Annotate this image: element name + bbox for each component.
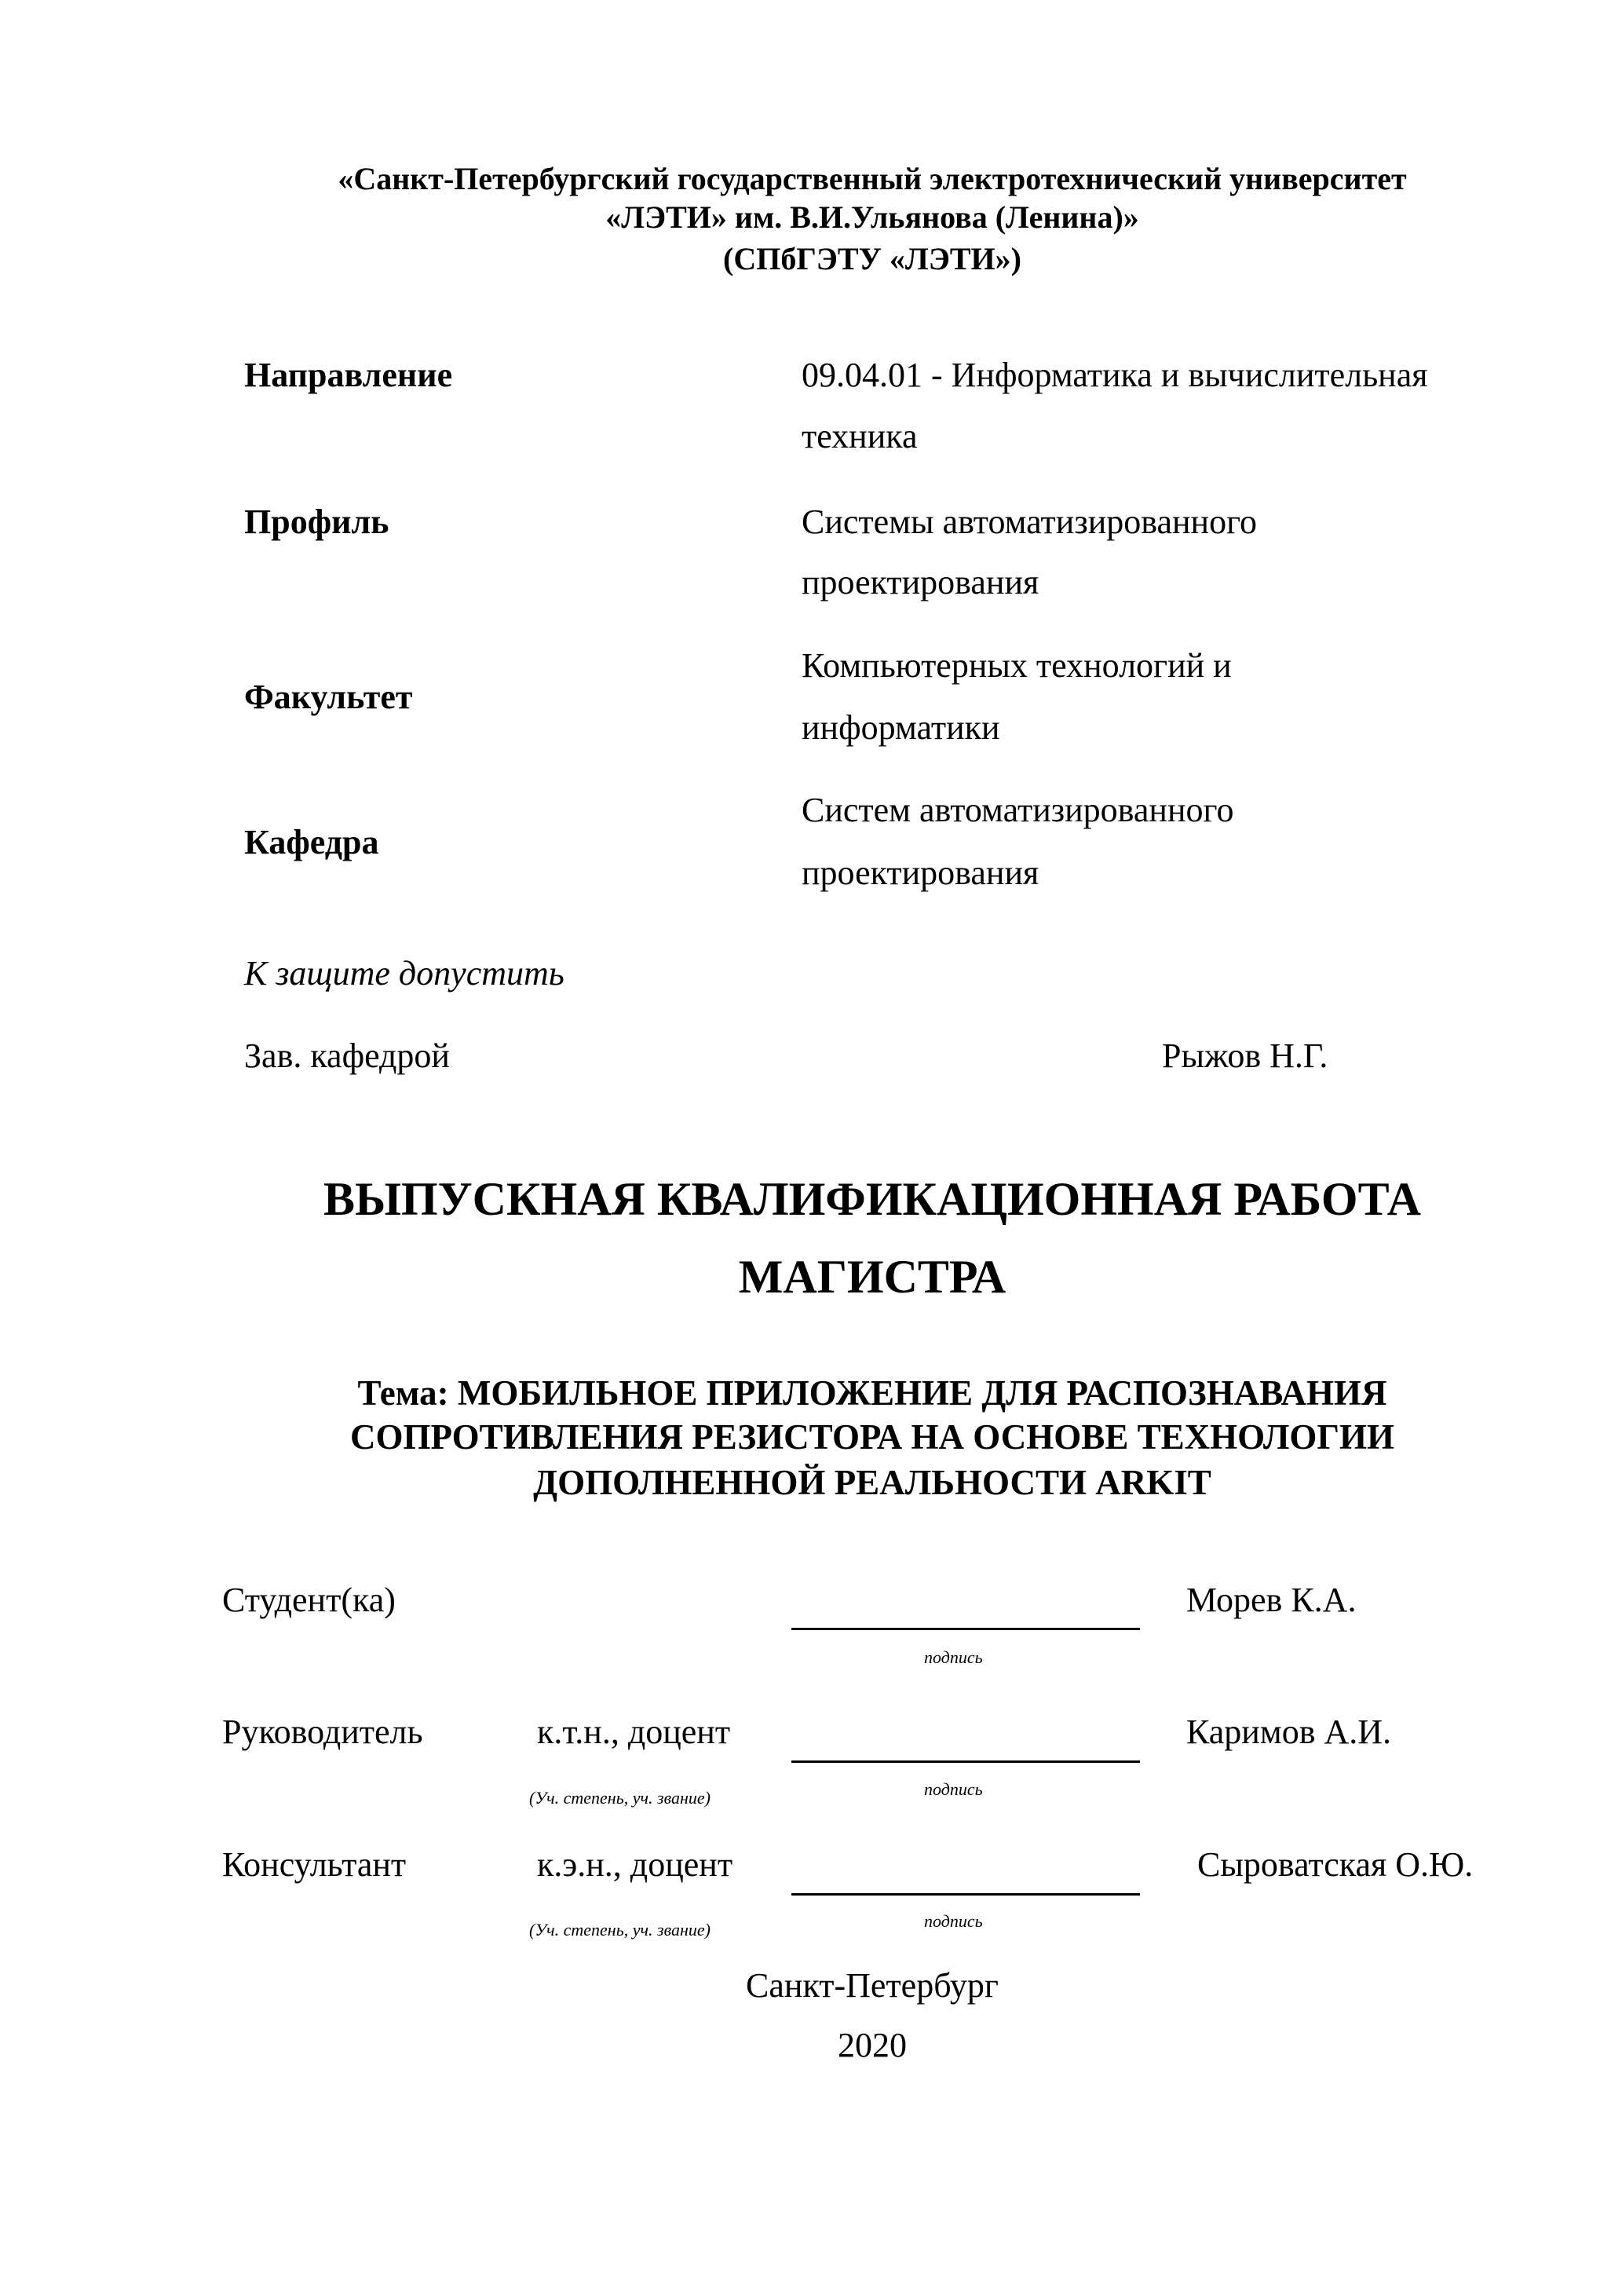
topic-line1: Тема: МОБИЛЬНОЕ ПРИЛОЖЕНИЕ ДЛЯ РАСПОЗНАВАНИЯ [357, 1373, 1387, 1413]
direction-value-line1: 09.04.01 - Информатика и вычислительная [802, 356, 1428, 394]
head-of-department-name: Рыжов Н.Г. [1162, 1036, 1328, 1075]
admission-note: К защите допустить [244, 954, 564, 993]
supervisor-degree: к.т.н., доцент [537, 1713, 731, 1751]
supervisor-signature-line [791, 1760, 1140, 1763]
consultant-role: Консультант [222, 1845, 407, 1884]
work-title-line1: ВЫПУСКНАЯ КВАЛИФИКАЦИОННАЯ РАБОТА [323, 1173, 1421, 1225]
university-name-line1: «Санкт-Петербургский государственный электротехнический университет [338, 161, 1407, 196]
consultant-signature-line [791, 1893, 1140, 1896]
profile-value-line2: проектирования [802, 563, 1039, 601]
student-role: Студент(ка) [222, 1581, 396, 1619]
faculty-label: Факультет [244, 678, 413, 716]
university-abbreviation: (СПбГЭТУ «ЛЭТИ») [723, 241, 1021, 276]
supervisor-role: Руководитель [222, 1713, 423, 1751]
student-signature-hint: подпись [924, 1647, 983, 1667]
consultant-signature-hint: подпись [924, 1911, 983, 1931]
consultant-degree-hint: (Уч. степень, уч. звание) [529, 1920, 711, 1940]
topic-line2: СОПРОТИВЛЕНИЯ РЕЗИСТОРА НА ОСНОВЕ ТЕХНОЛОГИИ [349, 1417, 1395, 1457]
supervisor-name: Каримов А.И. [1186, 1713, 1392, 1751]
profile-value-line1: Системы автоматизированного [802, 503, 1258, 541]
faculty-value-line1: Компьютерных технологий и [802, 646, 1232, 685]
direction-value-line2: техника [802, 417, 918, 455]
direction-label: Направление [244, 356, 453, 394]
department-value-line1: Систем автоматизированного [802, 791, 1234, 829]
consultant-name: Сыроватская О.Ю. [1197, 1845, 1474, 1884]
work-title-line2: МАГИСТРА [738, 1251, 1006, 1303]
profile-label: Профиль [244, 503, 389, 541]
topic-line3: ДОПОЛНЕННОЙ РЕАЛЬНОСТИ ARKIT [533, 1463, 1211, 1502]
student-name: Морев К.А. [1186, 1581, 1357, 1619]
supervisor-degree-hint: (Уч. степень, уч. звание) [529, 1788, 711, 1808]
supervisor-signature-hint: подпись [924, 1779, 983, 1799]
city: Санкт-Петербург [746, 1966, 999, 2005]
department-label: Кафедра [244, 823, 379, 861]
university-name-line2: «ЛЭТИ» им. В.И.Ульянова (Ленина)» [605, 199, 1139, 235]
department-value-line2: проектирования [802, 854, 1039, 892]
faculty-value-line2: информатики [802, 708, 1000, 747]
year: 2020 [838, 2026, 907, 2064]
head-of-department-label: Зав. кафедрой [244, 1036, 450, 1075]
student-signature-line [791, 1628, 1140, 1630]
consultant-degree: к.э.н., доцент [537, 1845, 733, 1884]
